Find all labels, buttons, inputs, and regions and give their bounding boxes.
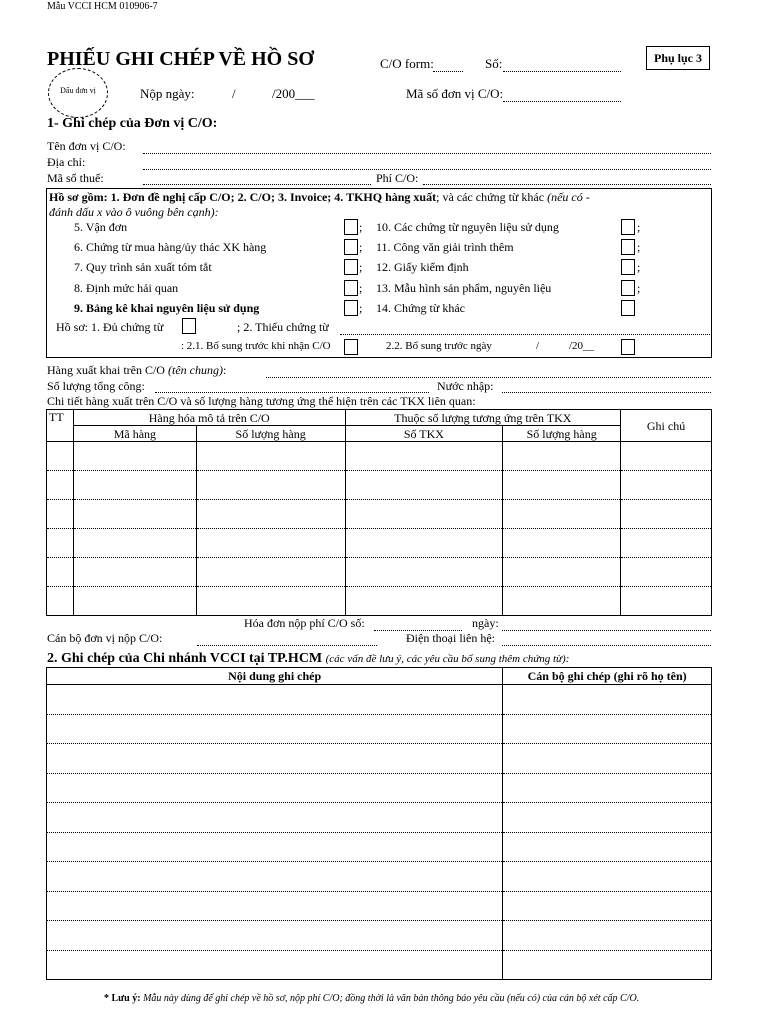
page-title: PHIẾU GHI CHÉP VỀ HỒ SƠ: [47, 48, 314, 70]
dossier-intro-rest: ; và các chứng từ khác: [436, 190, 548, 204]
doc-item-9: 9. Bảng kê khai nguyên liệu sử dụng: [74, 301, 260, 315]
doc-item-10: 10. Các chứng từ nguyên liệu sử dụng: [376, 220, 559, 234]
doc-item-14: 14. Chứng từ khác: [376, 301, 465, 315]
unit-code-field[interactable]: [503, 101, 621, 102]
table-cell[interactable]: [621, 471, 712, 500]
table-cell[interactable]: [621, 442, 712, 471]
table-cell[interactable]: [47, 587, 74, 616]
table-cell[interactable]: [47, 558, 74, 587]
table-cell[interactable]: [503, 950, 712, 980]
table-cell[interactable]: [621, 500, 712, 529]
table-cell[interactable]: [503, 891, 712, 921]
table-cell[interactable]: [73, 558, 196, 587]
tax-code-label: Mã số thuế:: [47, 171, 104, 185]
table-cell[interactable]: [47, 832, 503, 862]
address-field[interactable]: [143, 169, 711, 170]
doc-item-13: 13. Mẫu hình sản phẩm, nguyên liệu: [376, 281, 552, 295]
invoice-date-field[interactable]: [502, 630, 711, 631]
table-row: [47, 500, 712, 529]
table-row: [47, 950, 712, 980]
goods-desc-italic: (tên chung): [167, 363, 223, 377]
form-code: Mẫu VCCI HCM 010906-7: [47, 1, 158, 12]
supp-before-label: : 2.1. Bổ sung trước khi nhận C/O: [181, 340, 331, 352]
table-row: [47, 773, 712, 803]
table-cell[interactable]: [503, 587, 621, 616]
table-cell[interactable]: [503, 529, 621, 558]
fee-label: Phí C/O:: [376, 171, 419, 185]
table-cell[interactable]: [345, 587, 503, 616]
table-cell[interactable]: [196, 442, 345, 471]
semicolon: ;: [637, 240, 641, 254]
table-cell[interactable]: [503, 832, 712, 862]
co-form-label: C/O form:: [380, 56, 434, 71]
supp-date-year: /20__: [569, 340, 595, 352]
table-cell[interactable]: [47, 862, 503, 892]
semicolon: ;: [359, 220, 363, 234]
checkbox-doc-10[interactable]: [621, 219, 635, 235]
table-cell[interactable]: [621, 529, 712, 558]
table-cell[interactable]: [47, 950, 503, 980]
unit-name-field[interactable]: [143, 153, 711, 154]
checkbox-doc-7[interactable]: [344, 259, 358, 275]
submit-date-sep: /: [232, 86, 236, 101]
footer-note-text: Mẫu này dùng để ghi chép về hồ sơ, nộp phí C/O; đồng thời là văn bản thông báo yêu cầu (nếu có) của cán bộ xét cấp C/O.: [140, 993, 640, 1004]
checkbox-doc-12[interactable]: [621, 259, 635, 275]
table-cell[interactable]: [47, 803, 503, 833]
semicolon: ;: [359, 260, 363, 274]
goods-desc-field[interactable]: [266, 377, 711, 378]
doc-item-11: 11. Công văn giải trình thêm: [376, 240, 514, 254]
table-cell[interactable]: [503, 500, 621, 529]
table-row: [47, 862, 712, 892]
section2-heading-italic: (các vấn đề lưu ý, các yêu cầu bổ sung thêm chứng từ):: [325, 653, 570, 665]
table-cell[interactable]: [73, 529, 196, 558]
doc-item-6: 6. Chứng từ mua hàng/ủy thác XK hàng: [74, 240, 267, 254]
checkbox-doc-6[interactable]: [344, 239, 358, 255]
fee-field[interactable]: [423, 184, 711, 185]
total-qty-label: Số lượng tổng công:: [47, 379, 145, 393]
staff-label: Cán bộ đơn vị nộp C/O:: [47, 631, 163, 645]
table-row: [47, 921, 712, 951]
table-row: [47, 529, 712, 558]
semicolon: ;: [359, 240, 363, 254]
doc-item-7: 7. Quy trình sản xuất tóm tắt: [74, 260, 212, 274]
checkbox-supp-date[interactable]: [621, 339, 635, 355]
col-tkx-qty: Số lượng hàng: [503, 426, 621, 442]
table-cell[interactable]: [47, 744, 503, 774]
table-cell[interactable]: [345, 442, 503, 471]
doc-item-12: 12. Giấy kiểm định: [376, 260, 469, 274]
goods-desc-text: Hàng xuất khai trên C/O: [47, 363, 168, 377]
semicolon: ;: [637, 260, 641, 274]
stamp-label: Dấu đơn vị: [60, 86, 96, 95]
table-cell[interactable]: [621, 558, 712, 587]
tax-code-field[interactable]: [143, 184, 371, 185]
dossier-intro-italic2: đánh dấu x vào ô vuông bên cạnh):: [49, 205, 219, 219]
table-cell[interactable]: [621, 587, 712, 616]
dossier-intro-bold: Hồ sơ gồm: 1. Đơn đề nghị cấp C/O; 2. C/O; 3. Invoice; 4. TKHQ hàng xuất: [49, 190, 437, 204]
table-cell[interactable]: [503, 921, 712, 951]
table-cell[interactable]: [503, 803, 712, 833]
col-item-qty: Số lượng hàng: [196, 426, 345, 442]
co-form-field[interactable]: [433, 71, 463, 72]
semicolon: ;: [359, 301, 363, 315]
missing-docs-field[interactable]: [340, 334, 710, 335]
stamp-circle: [48, 68, 108, 118]
import-country-label: Nước nhập:: [437, 379, 494, 393]
table-cell[interactable]: [196, 529, 345, 558]
col-staff: Cán bộ ghi chép (ghi rõ họ tên): [503, 668, 712, 685]
table-cell[interactable]: [345, 558, 503, 587]
table-row: [47, 442, 712, 471]
checkbox-doc-13[interactable]: [621, 280, 635, 296]
semicolon: ;: [359, 281, 363, 295]
table-cell[interactable]: [47, 773, 503, 803]
table-cell[interactable]: [503, 685, 712, 715]
table-cell[interactable]: [196, 471, 345, 500]
table-cell[interactable]: [503, 773, 712, 803]
goods-desc-colon: :: [222, 363, 227, 377]
table-cell[interactable]: [47, 891, 503, 921]
col-content: Nội dung ghi chép: [47, 668, 503, 685]
table-row: [47, 803, 712, 833]
table-cell[interactable]: [73, 500, 196, 529]
table-cell[interactable]: [196, 500, 345, 529]
section1-heading: 1- Ghi chép của Đơn vị C/O:: [47, 116, 218, 131]
address-label: Địa chỉ:: [47, 155, 86, 169]
col-tkx: Thuộc số lượng tương ứng trên TKX: [345, 410, 621, 426]
table-cell[interactable]: [345, 529, 503, 558]
table-cell[interactable]: [345, 471, 503, 500]
section2-heading: [47, 651, 569, 667]
table-row: [47, 714, 712, 744]
staff-field[interactable]: [197, 645, 377, 646]
table-cell[interactable]: [503, 442, 621, 471]
table-cell[interactable]: [47, 714, 503, 744]
unit-code-label: Mã số đơn vị C/O:: [406, 86, 504, 101]
appendix-box: Phụ lục 3: [646, 46, 710, 70]
import-country-field[interactable]: [502, 392, 711, 393]
status-label: Hồ sơ: 1. Đủ chứng từ: [56, 320, 164, 334]
col-item-code: Mã hàng: [73, 426, 196, 442]
table-cell[interactable]: [503, 744, 712, 774]
table-row: [47, 891, 712, 921]
status-missing-label: ; 2. Thiếu chứng từ: [237, 320, 329, 334]
semicolon: ;: [637, 220, 641, 234]
notes-table: [46, 667, 712, 980]
table-row: [47, 685, 712, 715]
table-row: [47, 471, 712, 500]
submit-date-label: Nộp ngày:: [140, 86, 195, 101]
checkbox-doc-8[interactable]: [344, 280, 358, 296]
doc-item-8: 8. Định mức hải quan: [74, 281, 179, 295]
table-row: [47, 587, 712, 616]
table-cell[interactable]: [47, 529, 74, 558]
doc-item-5: 5. Vận đơn: [74, 220, 128, 234]
table-cell[interactable]: [73, 587, 196, 616]
checkbox-complete[interactable]: [182, 318, 196, 334]
checkbox-doc-14[interactable]: [621, 300, 635, 316]
col-tkx-no: Số TKX: [345, 426, 503, 442]
footer-note: [104, 993, 639, 1004]
table-cell[interactable]: [503, 558, 621, 587]
goods-desc-label: [47, 363, 226, 378]
table-cell[interactable]: [345, 500, 503, 529]
table-row: [47, 832, 712, 862]
checkbox-supp-before[interactable]: [344, 339, 358, 355]
table-cell[interactable]: [503, 862, 712, 892]
table-cell[interactable]: [503, 471, 621, 500]
table-cell[interactable]: [47, 442, 74, 471]
semicolon: ;: [637, 281, 641, 295]
dossier-intro-italic: (nếu có -: [547, 190, 590, 204]
phone-label: Điện thoại liên hệ:: [406, 631, 495, 645]
checkbox-doc-11[interactable]: [621, 239, 635, 255]
supp-date-sep: /: [536, 340, 540, 352]
detail-label: Chi tiết hàng xuất trên C/O và số lượng hàng tương ứng thể hiện trên các TKX liên quan:: [47, 394, 476, 408]
table-cell[interactable]: [73, 442, 196, 471]
unit-name-label: Tên đơn vị C/O:: [47, 139, 126, 153]
footer-note-bold: * Lưu ý:: [104, 993, 141, 1004]
table-cell[interactable]: [47, 921, 503, 951]
checkbox-doc-9[interactable]: [344, 300, 358, 316]
table-cell[interactable]: [196, 587, 345, 616]
so-field[interactable]: [503, 71, 621, 72]
total-qty-field[interactable]: [155, 392, 429, 393]
table-cell[interactable]: [47, 500, 74, 529]
col-tt: TT: [47, 410, 74, 442]
table-cell[interactable]: [47, 685, 503, 715]
phone-field[interactable]: [502, 645, 711, 646]
so-label: Số:: [485, 56, 503, 71]
dossier-intro: [49, 190, 590, 205]
table-row: [47, 744, 712, 774]
table-cell[interactable]: [196, 558, 345, 587]
table-cell[interactable]: [73, 471, 196, 500]
section2-heading-bold: 2. Ghi chép của Chi nhánh VCCI tại TP.HCM: [47, 651, 326, 666]
invoice-date-label: ngày:: [472, 616, 499, 630]
col-goods-desc: Hàng hóa mô tả trên C/O: [73, 410, 345, 426]
checkbox-doc-5[interactable]: [344, 219, 358, 235]
col-note: Ghi chú: [621, 410, 712, 442]
table-row: [47, 558, 712, 587]
table-cell[interactable]: [503, 714, 712, 744]
invoice-label: Hóa đơn nộp phí C/O số:: [244, 616, 365, 630]
goods-table: [46, 409, 712, 616]
table-cell[interactable]: [47, 471, 74, 500]
submit-date-year: /200___: [272, 86, 315, 101]
supp-date-label: 2.2. Bổ sung trước ngày: [386, 340, 492, 352]
